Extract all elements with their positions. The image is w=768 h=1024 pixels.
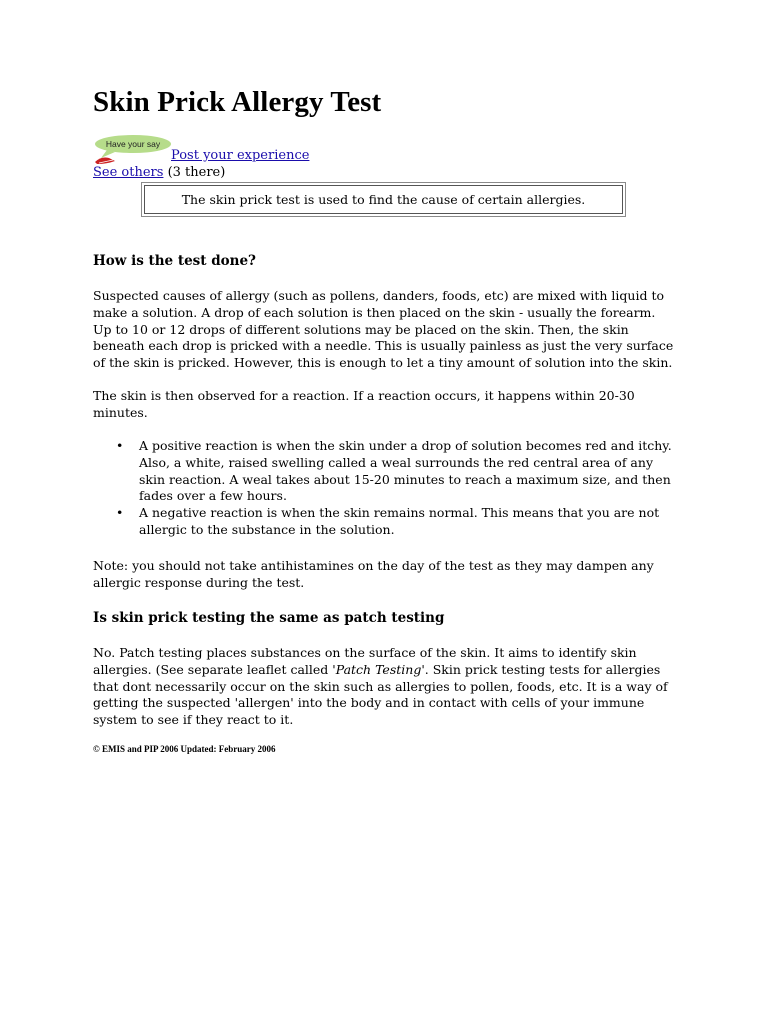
paragraph-note: Note: you should not take antihistamines on the day of the test as they may dampen any allergic response during the test.	[93, 558, 654, 590]
see-others-link[interactable]: See others	[93, 165, 164, 180]
list-item-text: A negative reaction is when the skin remains normal. This means that you are not allergic to the substance in the solution.	[139, 505, 660, 537]
copyright-footer: © EMIS and PIP 2006 Updated: February 2006	[93, 744, 276, 754]
heading-patch-testing: Is skin prick testing the same as patch testing	[93, 610, 445, 626]
list-item	[116, 438, 675, 505]
speech-bubble-icon[interactable]	[93, 134, 173, 166]
paragraph-procedure: Suspected causes of allergy (such as pollens, danders, foods, etc) are mixed with liquid to make a solution. A drop of each solution is then placed on the skin - usually the forearm. Up to 10 or 12 drops of different solutions may be placed on the skin. Then, the skin beneath each drop is pricked with a needle. This is usually painless as just the very surface of the skin is pricked. However, this is enough to let a tiny amount of solution into the skin.	[93, 288, 674, 371]
post-experience-link[interactable]: Post your experience	[171, 148, 310, 163]
summary-box	[141, 182, 626, 217]
reaction-list	[93, 438, 675, 539]
see-others-count: (3 there)	[167, 165, 226, 180]
paragraph-patch	[93, 645, 675, 729]
paragraph-patch-part-a: No. Patch testing places substances on the surface of the skin. It aims to identify skin allergies. (See separate leaflet called '	[93, 645, 637, 677]
page-title: Skin Prick Allergy Test	[93, 86, 382, 118]
list-item	[116, 505, 675, 539]
summary-text: The skin prick test is used to find the cause of certain allergies.	[144, 185, 623, 214]
list-item-text: A positive reaction is when the skin under a drop of solution becomes red and itchy. Also, a white, raised swelling called a weal surrounds the red central area of any skin reaction. A weal takes about 15-20 minutes to reach a maximum size, and then fades over a few hours.	[139, 438, 672, 504]
paragraph-observation: The skin is then observed for a reaction. If a reaction occurs, it happens within 20-30 minutes.	[93, 388, 635, 420]
bullet-icon: •	[116, 438, 124, 453]
badge-text: Have your say	[105, 139, 161, 149]
bullet-icon: •	[116, 505, 124, 521]
see-others-line	[93, 165, 225, 180]
heading-how-test-done: How is the test done?	[93, 253, 256, 269]
patch-testing-leaflet-title: Patch Testing	[335, 661, 422, 677]
paragraph-patch-part-b: '. Skin prick testing tests for allergies that dont necessarily occur on the skin such as allergies to pollen, foods, etc. It is a way of getting the suspected 'allergen' into the body and in contact with cells of your immune system to see if they react to it.	[93, 661, 668, 728]
